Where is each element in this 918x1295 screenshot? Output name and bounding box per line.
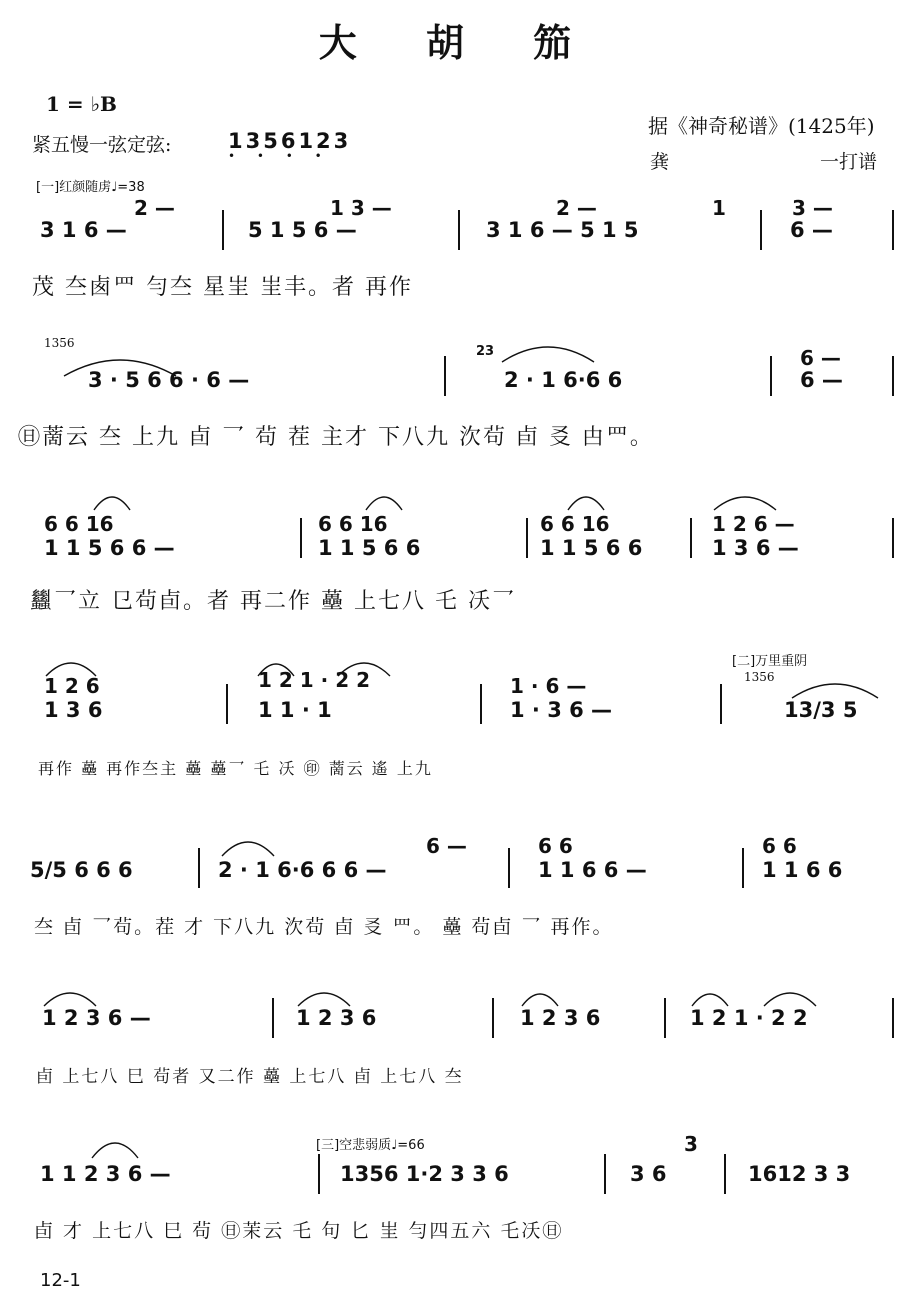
grace-notes: 1356 xyxy=(44,336,75,350)
lower-note: 1 1 6 6 xyxy=(762,858,843,882)
upper-note: 3 — xyxy=(792,196,833,220)
bar-line xyxy=(300,518,302,558)
bar-line xyxy=(526,518,528,558)
slur xyxy=(690,986,730,1008)
slur xyxy=(90,1134,140,1160)
upper-note: 1 3 — xyxy=(330,196,392,220)
slur xyxy=(296,986,352,1008)
bar-line xyxy=(770,356,772,396)
upper-note: 6 — xyxy=(800,346,841,370)
slur xyxy=(712,490,778,512)
bar-line xyxy=(226,684,228,724)
arranger-role: 一打谱 xyxy=(820,151,878,173)
tablature-line: 蠿乛立 㔾茍卣。者 再二作 蘲 上七八 乇 㓇乛 xyxy=(30,589,516,614)
lower-note: 1 3 6 xyxy=(44,698,103,722)
lower-note: 1 1 · 1 xyxy=(258,698,332,722)
slur xyxy=(42,986,98,1008)
arranger-name: 龚 xyxy=(650,151,670,173)
upper-note: 1 xyxy=(712,196,726,220)
upper-note: 1 2 6 — xyxy=(712,512,795,536)
lower-note: 1 2 3 6 xyxy=(296,1006,377,1030)
key-signature: 1 = ♭B xyxy=(46,92,117,116)
slur xyxy=(92,488,132,512)
lower-note: 13/3 5 xyxy=(784,698,858,722)
upper-note: 6 — xyxy=(426,834,467,858)
bar-line xyxy=(480,684,482,724)
bar-line xyxy=(690,518,692,558)
lower-note: 1 2 3 6 xyxy=(520,1006,601,1030)
tuning-dots: • • • • xyxy=(228,149,331,163)
bar-line xyxy=(272,998,274,1038)
upper-note: 6 6 16 xyxy=(44,512,114,536)
lower-note: 2 · 1 6·6 6 6 — xyxy=(218,858,387,882)
upper-note: 2 — xyxy=(134,196,175,220)
bar-line xyxy=(892,356,894,396)
lower-note: 6 — xyxy=(790,218,833,242)
tuning-label: 紧五慢一弦定弦: xyxy=(32,134,172,156)
bar-line xyxy=(742,848,744,888)
bar-line xyxy=(892,998,894,1038)
lower-note: 1356 1·2 3 3 6 xyxy=(340,1162,509,1186)
tablature-line: 茂 夳卥罒 勻夳 星㞷 㞷丰。者 再作 xyxy=(32,275,413,300)
upper-note: 6 6 16 xyxy=(318,512,388,536)
page-title: 大 胡 笳 xyxy=(318,20,600,65)
slur xyxy=(520,986,560,1008)
lower-note: 1 3 6 — xyxy=(712,536,799,560)
lower-note: 5/5 6 6 6 xyxy=(30,858,133,882)
grace-notes: 23 xyxy=(476,344,495,359)
section-label-1: [一]红颜随虏♩=38 xyxy=(36,180,145,195)
bar-line xyxy=(444,356,446,396)
lower-note: 3 · 5 6 6 · 6 — xyxy=(88,368,250,392)
upper-note: 6 6 16 xyxy=(540,512,610,536)
upper-note: 2 — xyxy=(556,196,597,220)
bar-line xyxy=(318,1154,320,1194)
bar-line xyxy=(492,998,494,1038)
lower-note: 3 1 6 — 5 1 5 xyxy=(486,218,639,242)
upper-note: 6 6 xyxy=(762,834,797,858)
page-number: 12-1 xyxy=(40,1270,81,1291)
lower-note: 6 — xyxy=(800,368,843,392)
upper-note: 1 · 6 — xyxy=(510,674,587,698)
slur xyxy=(364,488,404,512)
bar-line xyxy=(760,210,762,250)
bar-line xyxy=(604,1154,606,1194)
lower-note: 1 1 5 6 6 — xyxy=(44,536,175,560)
section-label-3: [三]空悲弱质♩=66 xyxy=(316,1138,425,1153)
lower-note: 3 6 xyxy=(630,1162,667,1186)
lower-note: 1 2 1 · 2 2 xyxy=(690,1006,808,1030)
slur xyxy=(566,488,606,512)
lower-note: 1 · 3 6 — xyxy=(510,698,613,722)
lower-note: 1 1 5 6 6 xyxy=(540,536,643,560)
lower-note: 2 · 1 6·6 6 xyxy=(504,368,623,392)
tablature-line: 卣 才 上七八 巳 茍 ㊐茉云 乇 句 匕 㞷 勻四五六 乇㓇㊐ xyxy=(34,1220,564,1242)
upper-note: 1 2 6 xyxy=(44,674,100,698)
bar-line xyxy=(222,210,224,250)
tuning-digits: 1356123 xyxy=(228,129,352,153)
source-citation: 据《神奇秘谱》(1425年) xyxy=(648,114,875,138)
bar-line xyxy=(508,848,510,888)
slur xyxy=(762,986,818,1008)
tablature-line: 夳 卣 乛茍。茬 才 下八九 㳄茍 卣 㕛 罒。 蘲 茍卣 乛 再作。 xyxy=(34,916,614,938)
tablature-line: 卣 上七八 巳 茍者 又二作 蘲 上七八 卣 上七八 夳 xyxy=(36,1067,464,1087)
slur xyxy=(220,834,276,858)
lower-note: 1 1 6 6 — xyxy=(538,858,647,882)
lower-note: 1 1 5 6 6 xyxy=(318,536,421,560)
upper-note: 6 6 xyxy=(538,834,573,858)
upper-note: 1 2 1 · 2 2 xyxy=(258,668,370,692)
bar-line xyxy=(458,210,460,250)
bar-line xyxy=(724,1154,726,1194)
bar-line xyxy=(892,210,894,250)
lower-note: 5 1 5 6 — xyxy=(248,218,357,242)
slur xyxy=(790,676,880,700)
bar-line xyxy=(198,848,200,888)
bar-line xyxy=(720,684,722,724)
tablature-line: 再作 蘲 再作夳主 蘲 蘲乛 乇 㓇 ㊞ 蔐云 遙 上九 xyxy=(38,759,433,778)
bar-line xyxy=(664,998,666,1038)
tablature-line: ㊐蔐云 夳 上九 卣 乛 茍 茬 主才 下八九 㳄茍 卣 㕛 甴罒。 xyxy=(18,425,654,450)
section-label-2: [二]万里重阴 xyxy=(732,654,808,669)
slur xyxy=(498,338,598,366)
grace-notes: 1356 xyxy=(744,670,775,684)
lower-note: 1 2 3 6 — xyxy=(42,1006,151,1030)
lower-note: 3 1 6 — xyxy=(40,218,127,242)
bar-line xyxy=(892,518,894,558)
lower-note: 1 1 2 3 6 — xyxy=(40,1162,171,1186)
lower-note: 1612 3 3 xyxy=(748,1162,851,1186)
upper-note: 3 xyxy=(684,1132,698,1156)
